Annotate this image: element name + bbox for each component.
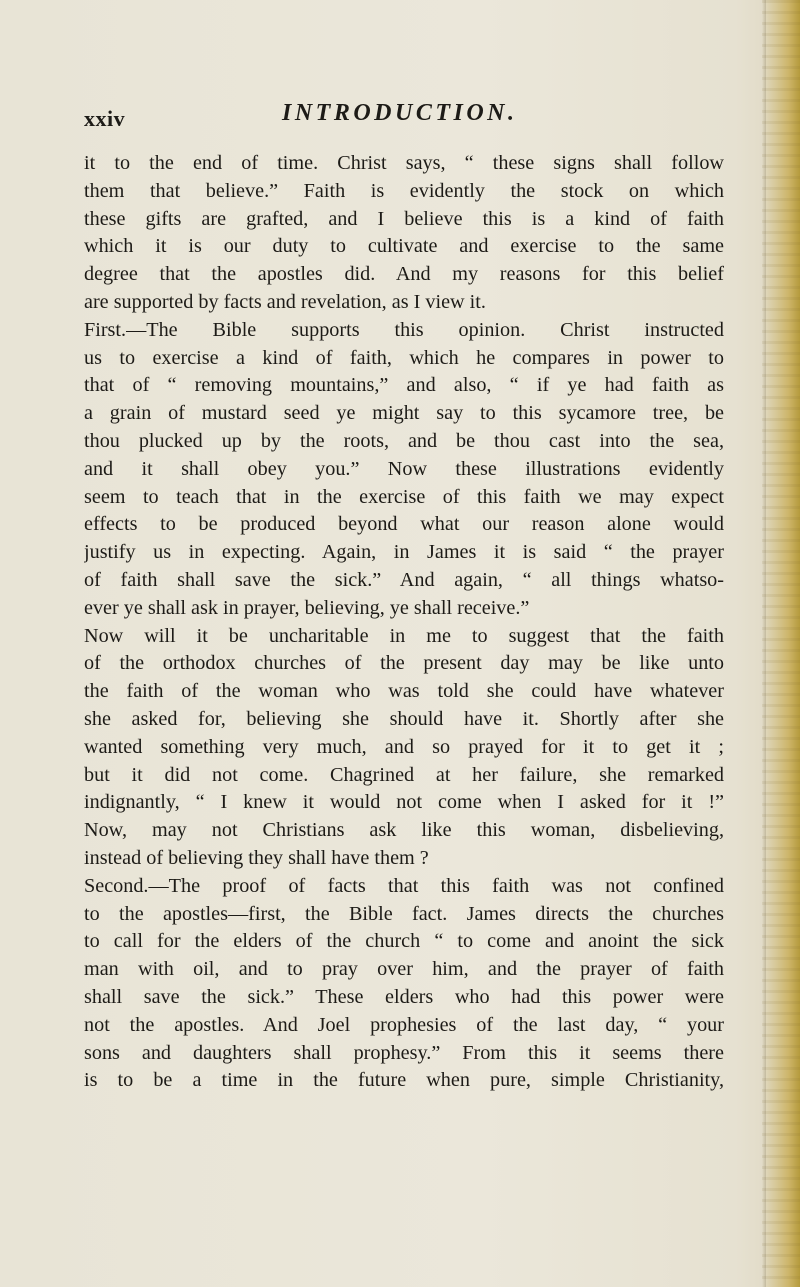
- text-line: of the orthodox churches of the present day may be like unto: [84, 652, 724, 675]
- text-line: which it is our duty to cultivate and exercise to the same: [84, 235, 724, 258]
- page-edge: [762, 0, 800, 1287]
- text-line: that of “ removing mountains,” and also, “ if ye had faith as: [84, 374, 724, 397]
- text-line: these gifts are grafted, and I believe this is a kind of faith: [84, 207, 724, 230]
- page-number: xxiv: [84, 106, 126, 131]
- text-line: she asked for, believing she should have it. Shortly after she: [84, 707, 724, 730]
- text-line: of faith shall save the sick.” And again, “ all things whatso-: [84, 568, 724, 591]
- text-line: Now will it be uncharitable in me to suggest that the faith: [84, 624, 724, 647]
- text-line: Second.—The proof of facts that this faith was not confined: [84, 874, 724, 897]
- text-line: ever ye shall ask in prayer, believing, ye shall receive.”: [84, 596, 530, 619]
- text-line: thou plucked up by the roots, and be thou cast into the sea,: [84, 429, 724, 452]
- text-line: instead of believing they shall have them ?: [84, 846, 429, 869]
- text-line: but it did not come. Chagrined at her failure, she remarked: [84, 763, 724, 786]
- text-line: First.—The Bible supports this opinion. Christ instructed: [84, 318, 724, 341]
- text-line: indignantly, “ I knew it would not come when I asked for it !”: [84, 791, 724, 814]
- page-edge-shadow: [762, 0, 766, 1287]
- text-line: seem to teach that in the exercise of this faith we may expect: [84, 485, 724, 508]
- text-line: Now, may not Christians ask like this woman, disbelieving,: [84, 819, 724, 842]
- text-line: them that believe.” Faith is evidently the stock on which: [84, 179, 724, 202]
- text-line: is to be a time in the future when pure, simple Christianity,: [84, 1069, 724, 1092]
- text-line: are supported by facts and revelation, as I view it.: [84, 290, 486, 313]
- text-line: not the apostles. And Joel prophesies of the last day, “ your: [84, 1013, 724, 1036]
- text-line: shall save the sick.” These elders who had this power were: [84, 985, 724, 1008]
- running-head: INTRODUCTION.: [282, 100, 518, 126]
- text-line: to the apostles—first, the Bible fact. James directs the churches: [84, 902, 724, 925]
- text-line: man with oil, and to pray over him, and the prayer of faith: [84, 958, 724, 981]
- text-line: us to exercise a kind of faith, which he compares in power to: [84, 346, 724, 369]
- text-line: the faith of the woman who was told she could have whatever: [84, 680, 724, 703]
- text-line: sons and daughters shall prophesy.” From this it seems there: [84, 1041, 724, 1064]
- text-line: a grain of mustard seed ye might say to this sycamore tree, be: [84, 402, 724, 425]
- text-line: degree that the apostles did. And my reasons for this belief: [84, 263, 724, 286]
- text-line: wanted something very much, and so prayed for it to get it ;: [84, 735, 724, 758]
- text-line: it to the end of time. Christ says, “ these signs shall follow: [84, 152, 724, 174]
- body-text: [84, 150, 724, 1095]
- text-line: effects to be produced beyond what our reason alone would: [84, 513, 724, 536]
- text-line: and it shall obey you.” Now these illustrations evidently: [84, 457, 724, 480]
- text-line: to call for the elders of the church “ to come and anoint the sick: [84, 930, 724, 953]
- text-line: justify us in expecting. Again, in James it is said “ the prayer: [84, 541, 724, 564]
- page-header: [84, 94, 720, 130]
